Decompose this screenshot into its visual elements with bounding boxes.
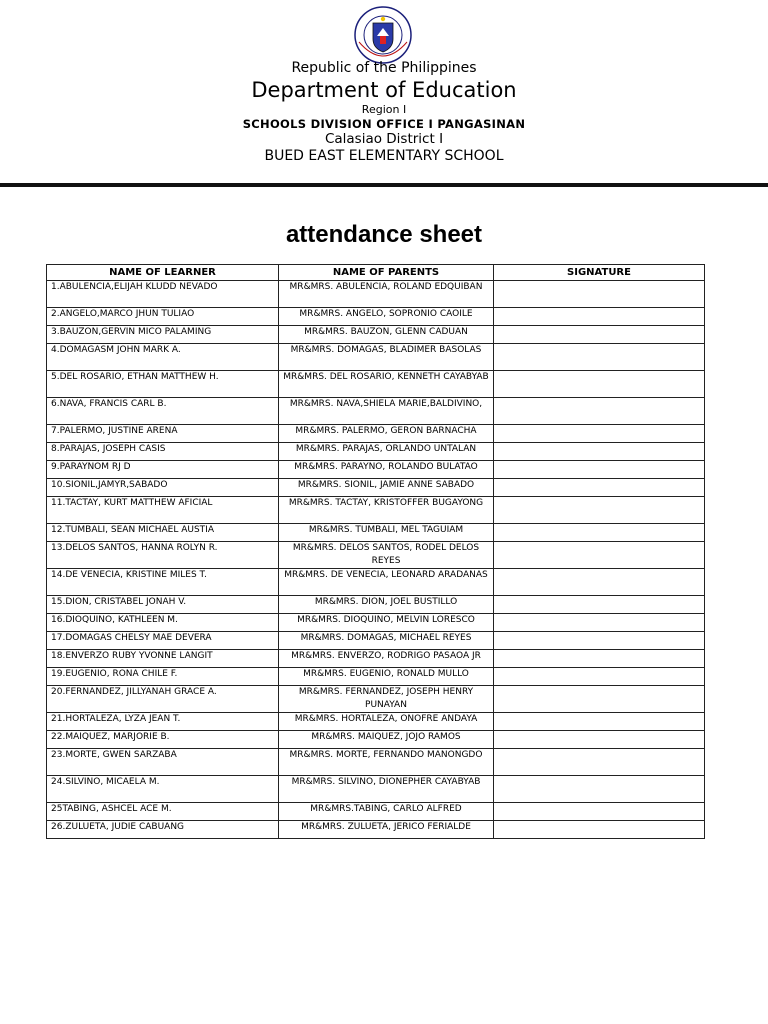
table-header-row: [47, 265, 705, 281]
table-row: [47, 371, 705, 398]
parent-name: MR&MRS. DIOQUINO, MELVIN LORESCO: [279, 614, 494, 632]
signature-cell[interactable]: [494, 776, 705, 803]
parent-name: MR&MRS. NAVA,SHIELA MARIE,BALDIVINO,: [279, 398, 494, 425]
table-row: [47, 596, 705, 614]
learner-name: 12.TUMBALI, SEAN MICHAEL AUSTIA: [47, 524, 279, 542]
signature-cell[interactable]: [494, 425, 705, 443]
parent-name: MR&MRS. ZULUETA, JERICO FERIALDE: [279, 821, 494, 839]
signature-cell[interactable]: [494, 650, 705, 668]
parent-name: MR&MRS. SIONIL, JAMIE ANNE SABADO: [279, 479, 494, 497]
learner-name: 9.PARAYNOM RJ D: [47, 461, 279, 479]
learner-name: 26.ZULUETA, JUDIE CABUANG: [47, 821, 279, 839]
learner-name: 2.ANGELO,MARCO JHUN TULIAO: [47, 308, 279, 326]
parent-name: MR&MRS. PALERMO, GERON BARNACHA: [279, 425, 494, 443]
table-row: [47, 650, 705, 668]
parent-name: MR&MRS. DOMAGAS, MICHAEL REYES: [279, 632, 494, 650]
table-row: [47, 803, 705, 821]
learner-name: 5.DEL ROSARIO, ETHAN MATTHEW H.: [47, 371, 279, 398]
signature-cell[interactable]: [494, 344, 705, 371]
learner-name: 1.ABULENCIA,ELIJAH KLUDD NEVADO: [47, 281, 279, 308]
signature-cell[interactable]: [494, 524, 705, 542]
signature-cell[interactable]: [494, 821, 705, 839]
table-row: [47, 425, 705, 443]
signature-cell[interactable]: [494, 542, 705, 569]
region-heading: Region I: [361, 103, 407, 116]
signature-cell[interactable]: [494, 398, 705, 425]
signature-cell[interactable]: [494, 686, 705, 713]
signature-cell[interactable]: [494, 443, 705, 461]
table-row: [47, 749, 705, 776]
signature-cell[interactable]: [494, 614, 705, 632]
table-row: [47, 632, 705, 650]
learner-name: 19.EUGENIO, RONA CHILE F.: [47, 668, 279, 686]
table-row: [47, 497, 705, 524]
header-divider: [0, 183, 768, 187]
department-heading: Department of Education: [251, 78, 517, 102]
learner-name: 16.DIOQUINO, KATHLEEN M.: [47, 614, 279, 632]
learner-name: 21.HORTALEZA, LYZA JEAN T.: [47, 713, 279, 731]
parent-name: MR&MRS. ENVERZO, RODRIGO PASAOA JR: [279, 650, 494, 668]
learner-name: 25TABING, ASHCEL ACE M.: [47, 803, 279, 821]
table-row: [47, 713, 705, 731]
learner-name: 10.SIONIL,JAMYR,SABADO: [47, 479, 279, 497]
parent-name: MR&MRS. ANGELO, SOPRONIO CAOILE: [279, 308, 494, 326]
table-row: [47, 614, 705, 632]
learner-name: 7.PALERMO, JUSTINE ARENA: [47, 425, 279, 443]
learner-name: 11.TACTAY, KURT MATTHEW AFICIAL: [47, 497, 279, 524]
table-row: [47, 281, 705, 308]
page-title: attendance sheet: [285, 221, 483, 248]
parent-name: MR&MRS.TABING, CARLO ALFRED: [279, 803, 494, 821]
signature-cell[interactable]: [494, 497, 705, 524]
signature-cell[interactable]: [494, 569, 705, 596]
attendance-table: [46, 264, 705, 839]
table-row: [47, 686, 705, 713]
parent-name: MR&MRS. PARAJAS, ORLANDO UNTALAN: [279, 443, 494, 461]
parent-name: MR&MRS. DELOS SANTOS, RODEL DELOS REYES: [279, 542, 494, 569]
learner-name: 17.DOMAGAS CHELSY MAE DEVERA: [47, 632, 279, 650]
signature-cell[interactable]: [494, 326, 705, 344]
signature-cell[interactable]: [494, 371, 705, 398]
signature-cell[interactable]: [494, 281, 705, 308]
signature-column-header: SIGNATURE: [494, 265, 705, 281]
parent-name: MR&MRS. TUMBALI, MEL TAGUIAM: [279, 524, 494, 542]
table-row: [47, 731, 705, 749]
signature-cell[interactable]: [494, 479, 705, 497]
parent-name: MR&MRS. PARAYNO, ROLANDO BULATAO: [279, 461, 494, 479]
parent-name: MR&MRS. DEL ROSARIO, KENNETH CAYABYAB: [279, 371, 494, 398]
learner-name: 6.NAVA, FRANCIS CARL B.: [47, 398, 279, 425]
signature-cell[interactable]: [494, 308, 705, 326]
district-heading: Calasiao District I: [324, 131, 444, 147]
learner-column-header: NAME OF LEARNER: [47, 265, 279, 281]
table-row: [47, 569, 705, 596]
learner-name: 22.MAIQUEZ, MARJORIE B.: [47, 731, 279, 749]
parents-column-header: NAME OF PARENTS: [279, 265, 494, 281]
learner-name: 20.FERNANDEZ, JILLYANAH GRACE A.: [47, 686, 279, 713]
parent-name: MR&MRS. DE VENECIA, LEONARD ARADANAS: [279, 569, 494, 596]
table-row: [47, 344, 705, 371]
division-heading: SCHOOLS DIVISION OFFICE I PANGASINAN: [242, 117, 526, 131]
parent-name: MR&MRS. HORTALEZA, ONOFRE ANDAYA: [279, 713, 494, 731]
parent-name: MR&MRS. ABULENCIA, ROLAND EDQUIBAN: [279, 281, 494, 308]
learner-name: 15.DION, CRISTABEL JONAH V.: [47, 596, 279, 614]
learner-name: 23.MORTE, GWEN SARZABA: [47, 749, 279, 776]
country-heading: Republic of the Philippines: [291, 60, 477, 76]
table-row: [47, 461, 705, 479]
deped-seal-icon: [351, 6, 415, 64]
school-heading: BUED EAST ELEMENTARY SCHOOL: [264, 148, 504, 164]
learner-name: 4.DOMAGASM JOHN MARK A.: [47, 344, 279, 371]
signature-cell[interactable]: [494, 632, 705, 650]
signature-cell[interactable]: [494, 713, 705, 731]
table-row: [47, 542, 705, 569]
table-row: [47, 479, 705, 497]
learner-name: 24.SILVINO, MICAELA M.: [47, 776, 279, 803]
learner-name: 13.DELOS SANTOS, HANNA ROLYN R.: [47, 542, 279, 569]
parent-name: MR&MRS. EUGENIO, RONALD MULLO: [279, 668, 494, 686]
parent-name: MR&MRS. MORTE, FERNANDO MANONGDO: [279, 749, 494, 776]
signature-cell[interactable]: [494, 803, 705, 821]
signature-cell[interactable]: [494, 668, 705, 686]
table-row: [47, 524, 705, 542]
learner-name: 18.ENVERZO RUBY YVONNE LANGIT: [47, 650, 279, 668]
parent-name: MR&MRS. FERNANDEZ, JOSEPH HENRY PUNAYAN: [279, 686, 494, 713]
learner-name: 3.BAUZON,GERVIN MICO PALAMING: [47, 326, 279, 344]
signature-cell[interactable]: [494, 749, 705, 776]
signature-cell[interactable]: [494, 596, 705, 614]
table-row: [47, 821, 705, 839]
learner-name: 8.PARAJAS, JOSEPH CASIS: [47, 443, 279, 461]
table-row: [47, 776, 705, 803]
table-row: [47, 668, 705, 686]
parent-name: MR&MRS. DION, JOEL BUSTILLO: [279, 596, 494, 614]
table-row: [47, 443, 705, 461]
table-row: [47, 326, 705, 344]
signature-cell[interactable]: [494, 461, 705, 479]
parent-name: MR&MRS. MAIQUEZ, JOJO RAMOS: [279, 731, 494, 749]
parent-name: MR&MRS. DOMAGAS, BLADIMER BASOLAS: [279, 344, 494, 371]
table-row: [47, 308, 705, 326]
parent-name: MR&MRS. BAUZON, GLENN CADUAN: [279, 326, 494, 344]
learner-name: 14.DE VENECIA, KRISTINE MILES T.: [47, 569, 279, 596]
parent-name: MR&MRS. TACTAY, KRISTOFFER BUGAYONG: [279, 497, 494, 524]
table-row: [47, 398, 705, 425]
parent-name: MR&MRS. SILVINO, DIONEPHER CAYABYAB: [279, 776, 494, 803]
signature-cell[interactable]: [494, 731, 705, 749]
